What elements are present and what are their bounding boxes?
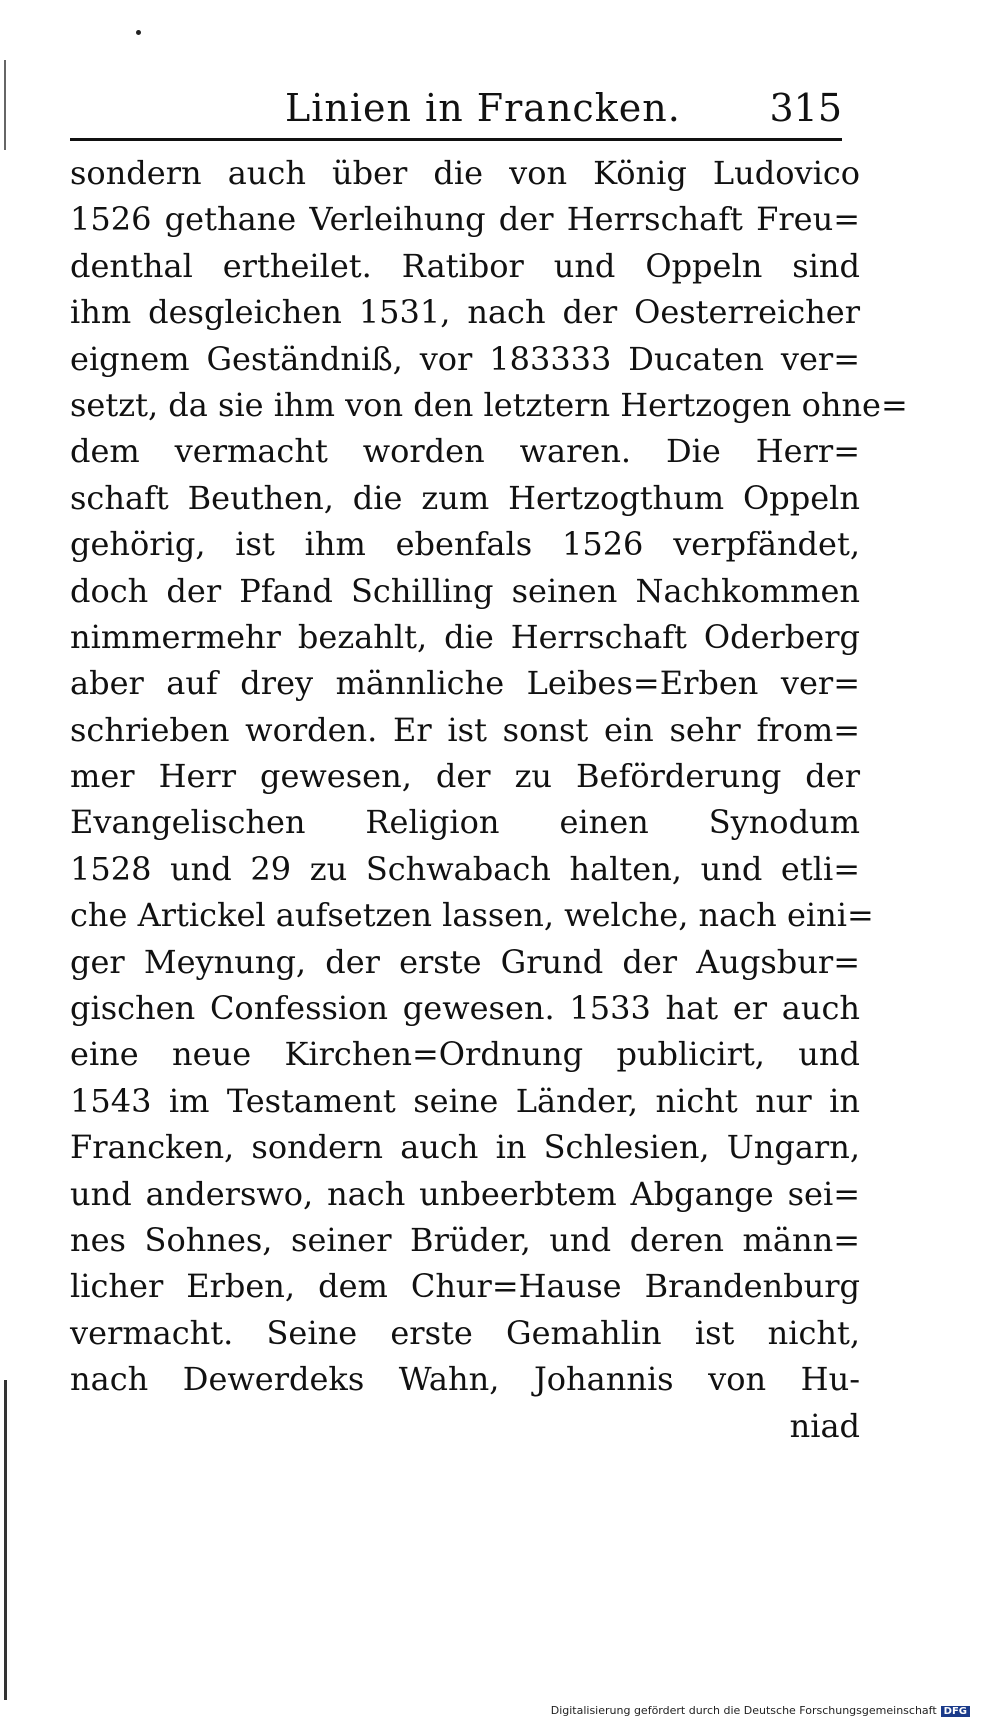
text-line: dem vermacht worden waren. Die Herr= (70, 432, 860, 471)
text-line: ihm desgleichen 1531, nach der Oesterreicher (70, 293, 860, 332)
text-line: eignem Geständniß, vor 183333 Ducaten ver= (70, 339, 860, 378)
text-line: vermacht. Seine erste Gemahlin ist nicht, (70, 1313, 860, 1352)
text-line: setzt, da sie ihm von den letztern Hertzogen ohne= (70, 385, 908, 424)
digitization-credit (551, 1704, 970, 1717)
ink-speck (136, 30, 141, 35)
text-line: nimmermehr bezahlt, die Herrschaft Oderberg (70, 617, 860, 656)
text-line: 1526 gethane Verleihung der Herrschaft Freu= (70, 200, 860, 239)
text-line: denthal ertheilet. Ratibor und Oppeln sind (70, 246, 860, 285)
text-line: schrieben worden. Er ist sonst ein sehr from= (70, 710, 860, 749)
text-line: che Artickel aufsetzen lassen, welche, nach eini= (70, 896, 874, 935)
text-line: nach Dewerdeks Wahn, Johannis von Hu- (70, 1360, 860, 1399)
running-title: Linien in Francken. (285, 86, 681, 130)
text-line: sondern auch über die von König Ludovico (70, 154, 860, 192)
credit-text: Digitalisierung gefördert durch die Deutsche Forschungsgemeinschaft (550, 1704, 937, 1717)
running-head (70, 86, 850, 146)
body-text (70, 150, 908, 1449)
page-number: 315 (769, 86, 842, 130)
text-line: eine neue Kirchen=Ordnung publicirt, und (70, 1035, 860, 1074)
dfg-logo-badge: DFG (941, 1706, 970, 1717)
page-edge-shadow-top (4, 60, 6, 150)
text-line: gischen Confession gewesen. 1533 hat er auch (70, 989, 860, 1028)
page-edge-shadow (4, 1380, 7, 1700)
text-line: ger Meynung, der erste Grund der Augsbur= (70, 942, 860, 981)
header-rule (70, 138, 842, 141)
text-line: nes Sohnes, seiner Brüder, und deren männ= (70, 1220, 860, 1259)
text-line: 1543 im Testament seine Länder, nicht nur in (70, 1081, 860, 1120)
text-line: licher Erben, dem Chur=Hause Brandenburg (70, 1267, 860, 1306)
text-line: 1528 und 29 zu Schwabach halten, und etli= (70, 849, 860, 888)
text-line: mer Herr gewesen, der zu Beförderung der (70, 757, 860, 796)
text-line: Francken, sondern auch in Schlesien, Ungarn, (70, 1128, 860, 1167)
text-line: aber auf drey männliche Leibes=Erben ver= (70, 664, 860, 703)
text-line: schaft Beuthen, die zum Hertzogthum Oppeln (70, 478, 860, 517)
text-line: Evangelischen Religion einen Synodum (70, 803, 860, 842)
text-line: doch der Pfand Schilling seinen Nachkommen (70, 571, 860, 610)
text-line: und anderswo, nach unbeerbtem Abgange sei= (70, 1174, 860, 1213)
text-line: gehörig, ist ihm ebenfals 1526 verpfändet, (70, 525, 860, 564)
catchword: niad (789, 1406, 860, 1445)
